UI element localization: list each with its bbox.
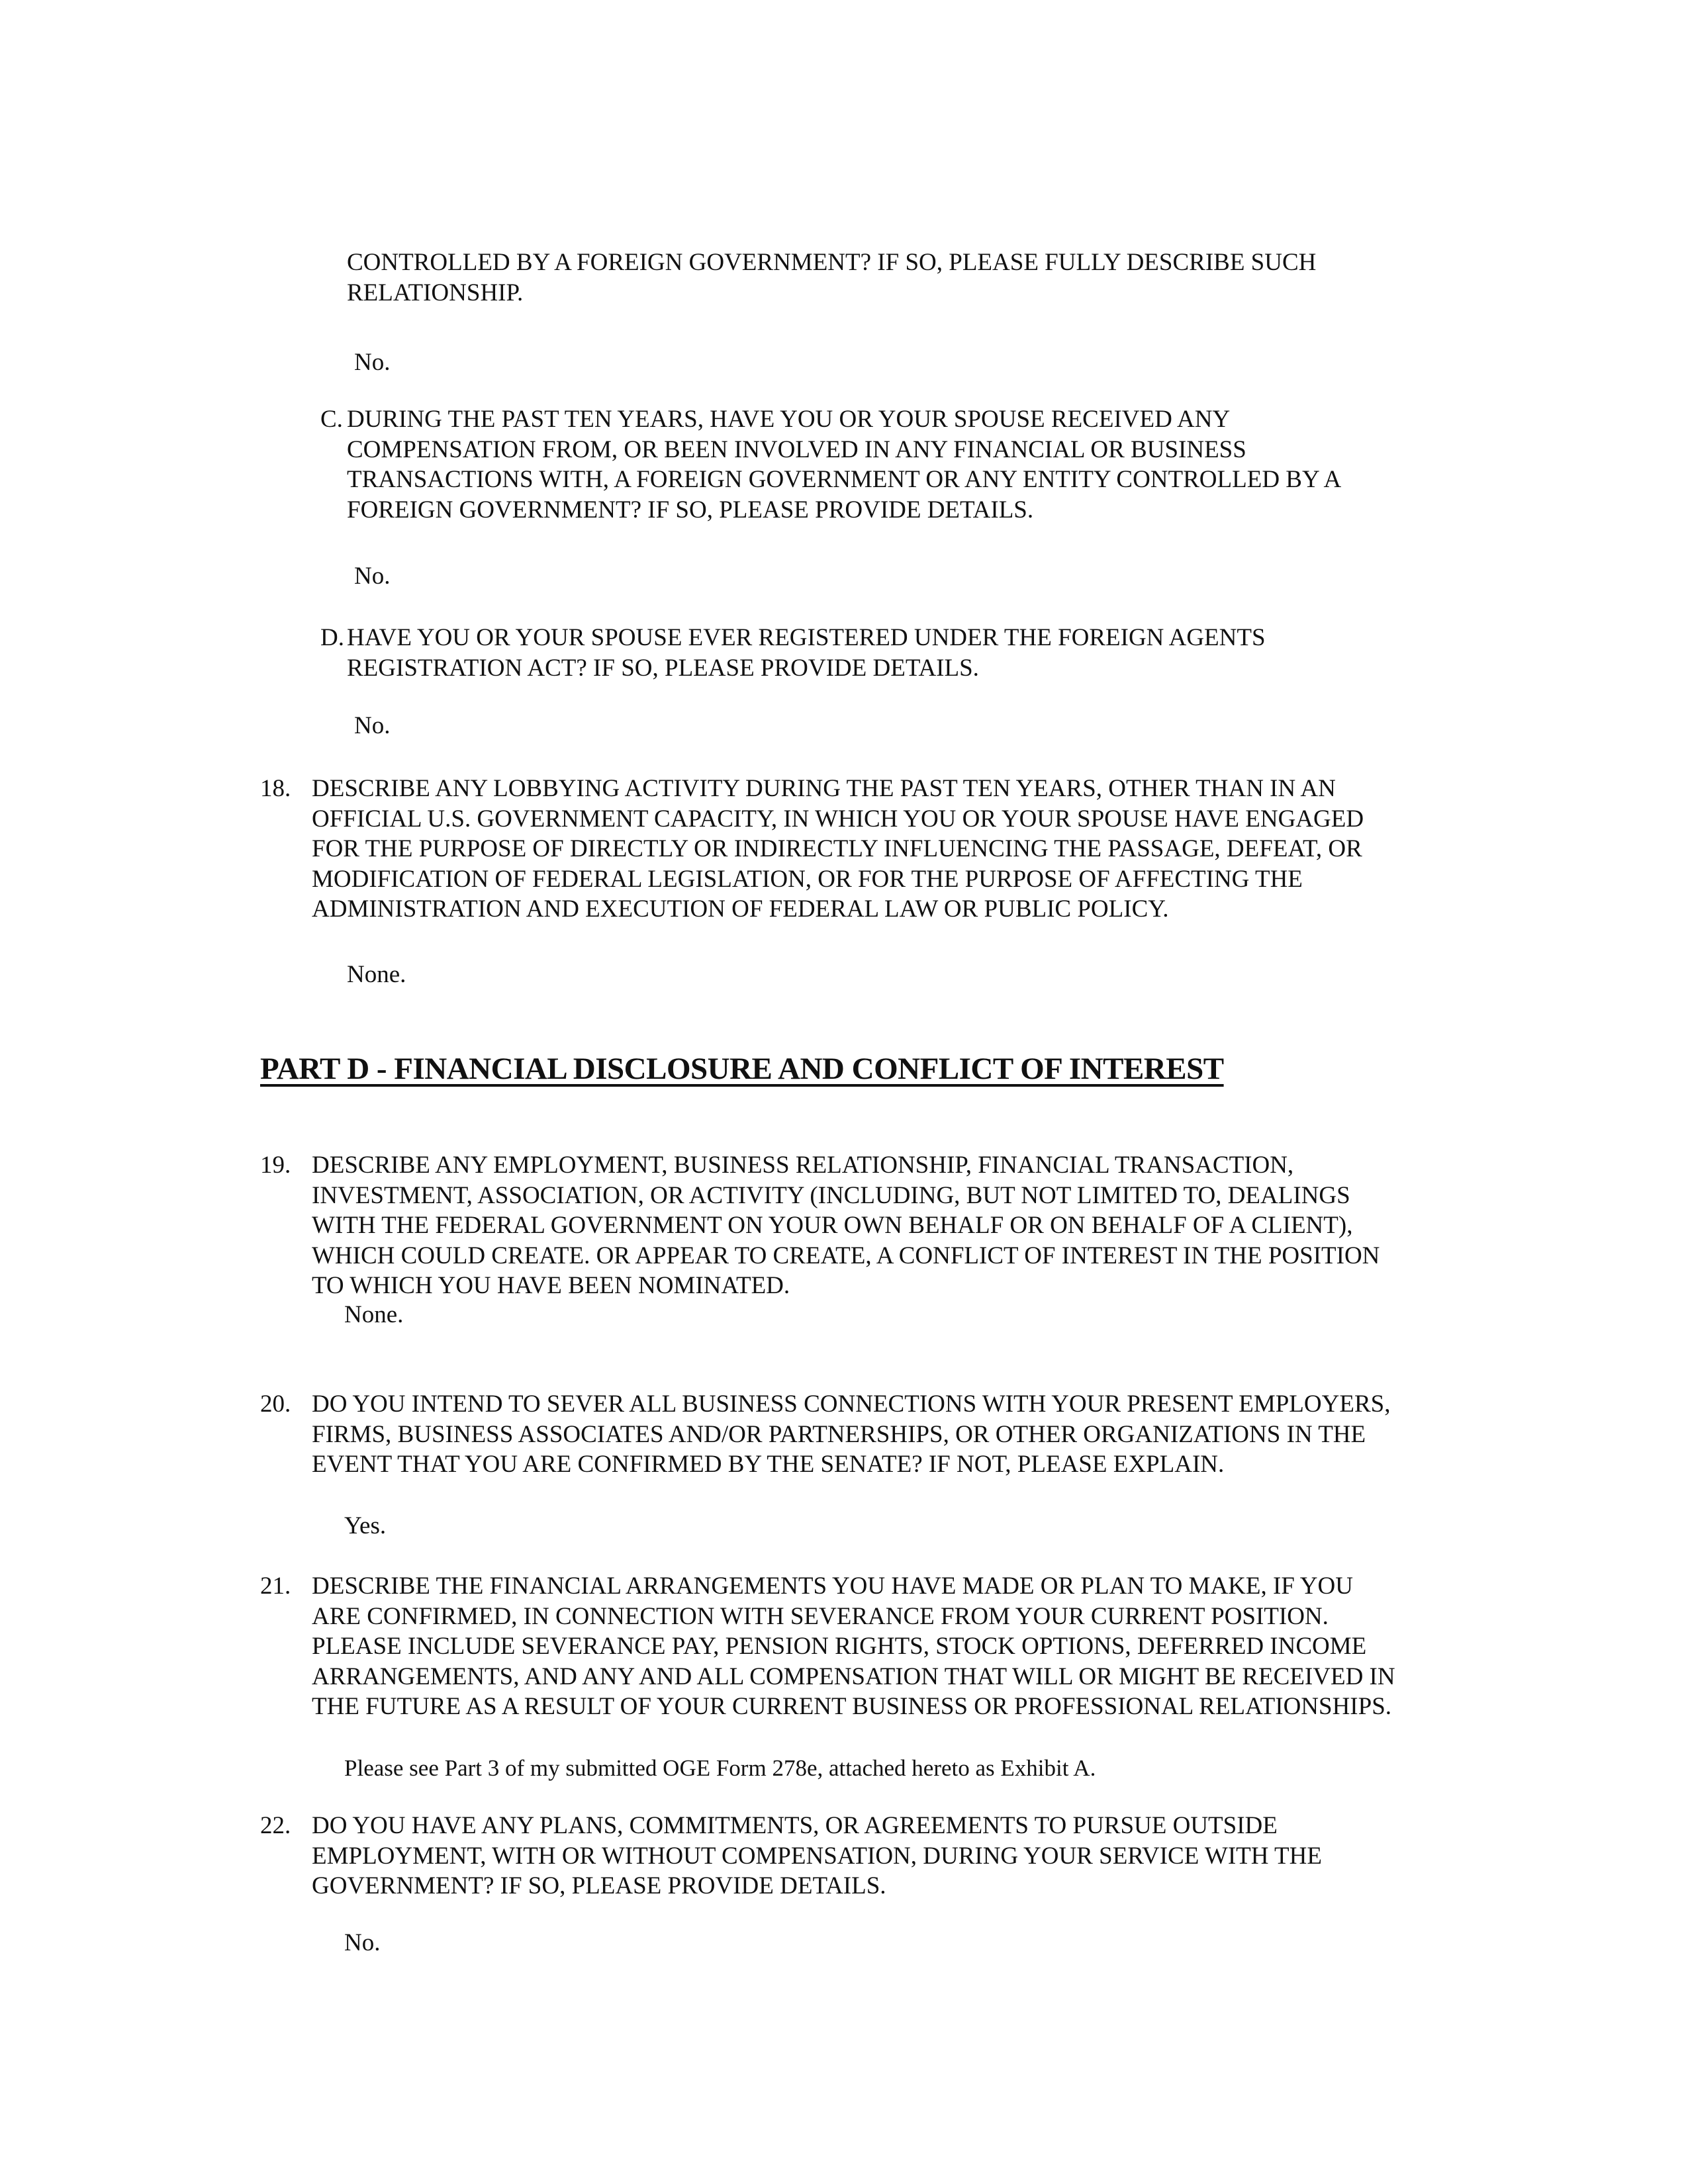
question-line: DO YOU INTEND TO SEVER ALL BUSINESS CONNECTIONS WITH YOUR PRESENT EMPLOYERS, <box>312 1390 1391 1418</box>
question-d <box>347 623 1266 683</box>
question-line: CONTROLLED BY A FOREIGN GOVERNMENT? IF SO, PLEASE FULLY DESCRIBE SUCH <box>347 249 1317 276</box>
question-line: DESCRIBE ANY EMPLOYMENT, BUSINESS RELATIONSHIP, FINANCIAL TRANSACTION, <box>312 1152 1294 1179</box>
answer-d: No. <box>354 712 391 739</box>
section-heading-part-d: PART D - FINANCIAL DISCLOSURE AND CONFLICT OF INTEREST <box>260 1052 1224 1086</box>
question-line: FIRMS, BUSINESS ASSOCIATES AND/OR PARTNERSHIPS, OR OTHER ORGANIZATIONS IN THE <box>312 1420 1366 1448</box>
question-line: EMPLOYMENT, WITH OR WITHOUT COMPENSATION, DURING YOUR SERVICE WITH THE <box>312 1842 1322 1870</box>
question-22-label: 22. <box>260 1812 291 1839</box>
question-21-label: 21. <box>260 1572 291 1600</box>
question-19 <box>312 1150 1380 1301</box>
question-line: OFFICIAL U.S. GOVERNMENT CAPACITY, IN WHICH YOU OR YOUR SPOUSE HAVE ENGAGED <box>312 805 1364 833</box>
question-line: DESCRIBE THE FINANCIAL ARRANGEMENTS YOU HAVE MADE OR PLAN TO MAKE, IF YOU <box>312 1572 1353 1600</box>
question-c <box>347 404 1341 525</box>
question-18-label: 18. <box>260 775 291 802</box>
question-c-label: C. <box>320 406 343 433</box>
question-line: ARRANGEMENTS, AND ANY AND ALL COMPENSATION THAT WILL OR MIGHT BE RECEIVED IN <box>312 1662 1395 1690</box>
question-line: ADMINISTRATION AND EXECUTION OF FEDERAL LAW OR PUBLIC POLICY. <box>312 895 1169 923</box>
question-line: MODIFICATION OF FEDERAL LEGISLATION, OR FOR THE PURPOSE OF AFFECTING THE <box>312 865 1303 893</box>
question-line: WHICH COULD CREATE. OR APPEAR TO CREATE, A CONFLICT OF INTEREST IN THE POSITION <box>312 1242 1380 1269</box>
question-d-label: D. <box>320 624 344 651</box>
question-line: DURING THE PAST TEN YEARS, HAVE YOU OR YOUR SPOUSE RECEIVED ANY <box>347 406 1231 433</box>
question-line: FOR THE PURPOSE OF DIRECTLY OR INDIRECTLY INFLUENCING THE PASSAGE, DEFEAT, OR <box>312 835 1362 862</box>
question-line: WITH THE FEDERAL GOVERNMENT ON YOUR OWN BEHALF OR ON BEHALF OF A CLIENT), <box>312 1212 1353 1239</box>
question-line: INVESTMENT, ASSOCIATION, OR ACTIVITY (INCLUDING, BUT NOT LIMITED TO, DEALINGS <box>312 1181 1350 1209</box>
question-line: DO YOU HAVE ANY PLANS, COMMITMENTS, OR AGREEMENTS TO PURSUE OUTSIDE <box>312 1812 1278 1839</box>
answer-18: None. <box>347 961 406 988</box>
question-18 <box>312 774 1364 925</box>
answer-22: No. <box>344 1929 381 1956</box>
question-19-label: 19. <box>260 1152 291 1179</box>
answer-c: No. <box>354 563 391 590</box>
question-line: EVENT THAT YOU ARE CONFIRMED BY THE SENATE? IF NOT, PLEASE EXPLAIN. <box>312 1451 1225 1478</box>
question-22 <box>312 1811 1322 1901</box>
question-line: RELATIONSHIP. <box>347 279 524 306</box>
question-line: DESCRIBE ANY LOBBYING ACTIVITY DURING THE PAST TEN YEARS, OTHER THAN IN AN <box>312 775 1336 802</box>
answer-19: None. <box>344 1301 404 1328</box>
question-line: GOVERNMENT? IF SO, PLEASE PROVIDE DETAILS. <box>312 1872 886 1899</box>
question-line: REGISTRATION ACT? IF SO, PLEASE PROVIDE DETAILS. <box>347 654 979 682</box>
question-b-continuation <box>347 248 1316 308</box>
answer-b: No. <box>354 349 391 376</box>
question-line: ARE CONFIRMED, IN CONNECTION WITH SEVERANCE FROM YOUR CURRENT POSITION. <box>312 1602 1329 1630</box>
question-line: HAVE YOU OR YOUR SPOUSE EVER REGISTERED UNDER THE FOREIGN AGENTS <box>347 624 1266 651</box>
question-line: COMPENSATION FROM, OR BEEN INVOLVED IN ANY FINANCIAL OR BUSINESS <box>347 435 1246 463</box>
question-20-label: 20. <box>260 1390 291 1418</box>
question-line: PLEASE INCLUDE SEVERANCE PAY, PENSION RIGHTS, STOCK OPTIONS, DEFERRED INCOME <box>312 1633 1367 1660</box>
question-line: FOREIGN GOVERNMENT? IF SO, PLEASE PROVIDE DETAILS. <box>347 496 1034 523</box>
question-line: TO WHICH YOU HAVE BEEN NOMINATED. <box>312 1272 790 1299</box>
question-line: THE FUTURE AS A RESULT OF YOUR CURRENT BUSINESS OR PROFESSIONAL RELATIONSHIPS. <box>312 1693 1392 1720</box>
answer-21: Please see Part 3 of my submitted OGE Form 278e, attached hereto as Exhibit A. <box>344 1755 1096 1781</box>
question-21 <box>312 1571 1395 1722</box>
question-line: TRANSACTIONS WITH, A FOREIGN GOVERNMENT OR ANY ENTITY CONTROLLED BY A <box>347 466 1342 493</box>
question-20 <box>312 1389 1390 1480</box>
answer-20: Yes. <box>344 1512 387 1539</box>
